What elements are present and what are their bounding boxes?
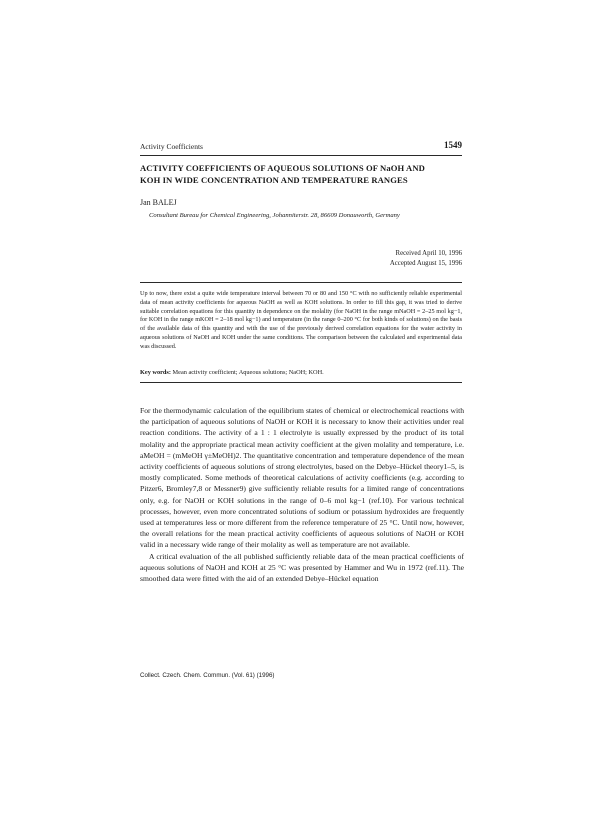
footer-citation: Collect. Czech. Chem. Commun. (Vol. 61) (1996) [140,672,275,679]
article-title [140,162,470,186]
keywords-label: Key words: [140,369,171,376]
body-paragraph-1: For the thermodynamic calculation of the equilibrium states of chemical or electrochemical reactions with the participation of aqueous solutions of NaOH or KOH it is necessary to know their activities under real reaction conditions. The activity of a 1 : 1 electrolyte is usually expressed by the product of its total molality and the appropriate practical mean activity coefficient at the given molality and temperature, i.e. aMeOH = (mMeOH γ±MeOH)2. The quantitative concentration and temperature dependence of the mean activity coefficients of aqueous solutions of strong electrolytes, based on the Debye–Hückel theory1–5, is mostly complicated. Some methods of theoretical calculations of activity coefficients (e.g. according to Pitzer6, Bromley7,8 or Messner9) give sufficiently reliable results for a limited range of concentrations only, e.g. for NaOH or KOH solutions in the range of 0–6 mol kg−1 (ref.10). For various technical processes, however, even more concentrated solutions of sodium or potassium hydroxides are frequently used at temperatures less or more different from the reference temperature of 25 °C. Until now, however, the overall relations for the mean practical activity coefficients of aqueous solutions of NaOH or KOH valid in a necessary wide range of their molality as well as temperature are not available. [140,406,464,550]
keywords-text: Mean activity coefficient; Aqueous solutions; NaOH; KOH. [172,369,324,376]
received-date: Received April 10, 1996 [395,250,462,257]
abstract-bottom-rule [140,382,462,383]
running-head-title: Activity Coefficients [140,142,203,151]
keywords [140,369,462,378]
affiliation: Consultant Bureau for Chemical Engineering, Johanniterstr. 28, 86609 Donauworth, Germany [149,212,400,219]
author: Jan BALEJ [140,198,177,207]
article-title-line-1: ACTIVITY COEFFICIENTS OF AQUEOUS SOLUTIONS OF NaOH AND [140,163,425,173]
abstract-text: Up to now, there exist a quite wide temperature interval between 70 or 80 and 150 °C with no sufficiently reliable experimental data of mean activity coefficients for aqueous NaOH as well as KOH solutions. In order to fill this gap, it was tried to derive suitable correlation equations for this quantity in dependence on the molality (for NaOH in the range mNaOH = 2–25 mol kg−1, for KOH in the range mKOH = 2–18 mol kg−1) and temperature (in the range 0–200 °C for both kinds of solutions) on the basis of the available data of this quantity and with the use of the previously derived correlation equations for the water activity in aqueous solutions of NaOH and KOH under the same conditions. The comparison between the calculated and experimental data was discussed. [140,290,462,350]
article-title-line-2: KOH IN WIDE CONCENTRATION AND TEMPERATURE RANGES [140,175,408,185]
body-text [140,405,464,584]
abstract-top-rule [140,282,462,283]
body-paragraph-2: A critical evaluation of the all published sufficiently reliable data of the mean practical coefficients of aqueous solutions of NaOH and KOH at 25 °C was presented by Hammer and Wu in 1972 (ref.11). The smoothed data were fitted with the aid of an extended Debye–Hückel equation [140,551,464,584]
header-rule [140,155,462,156]
running-head [140,142,462,156]
article-dates [390,249,462,269]
abstract [140,290,462,351]
page-number: 1549 [444,140,462,150]
accepted-date: Accepted August 15, 1996 [389,260,462,267]
